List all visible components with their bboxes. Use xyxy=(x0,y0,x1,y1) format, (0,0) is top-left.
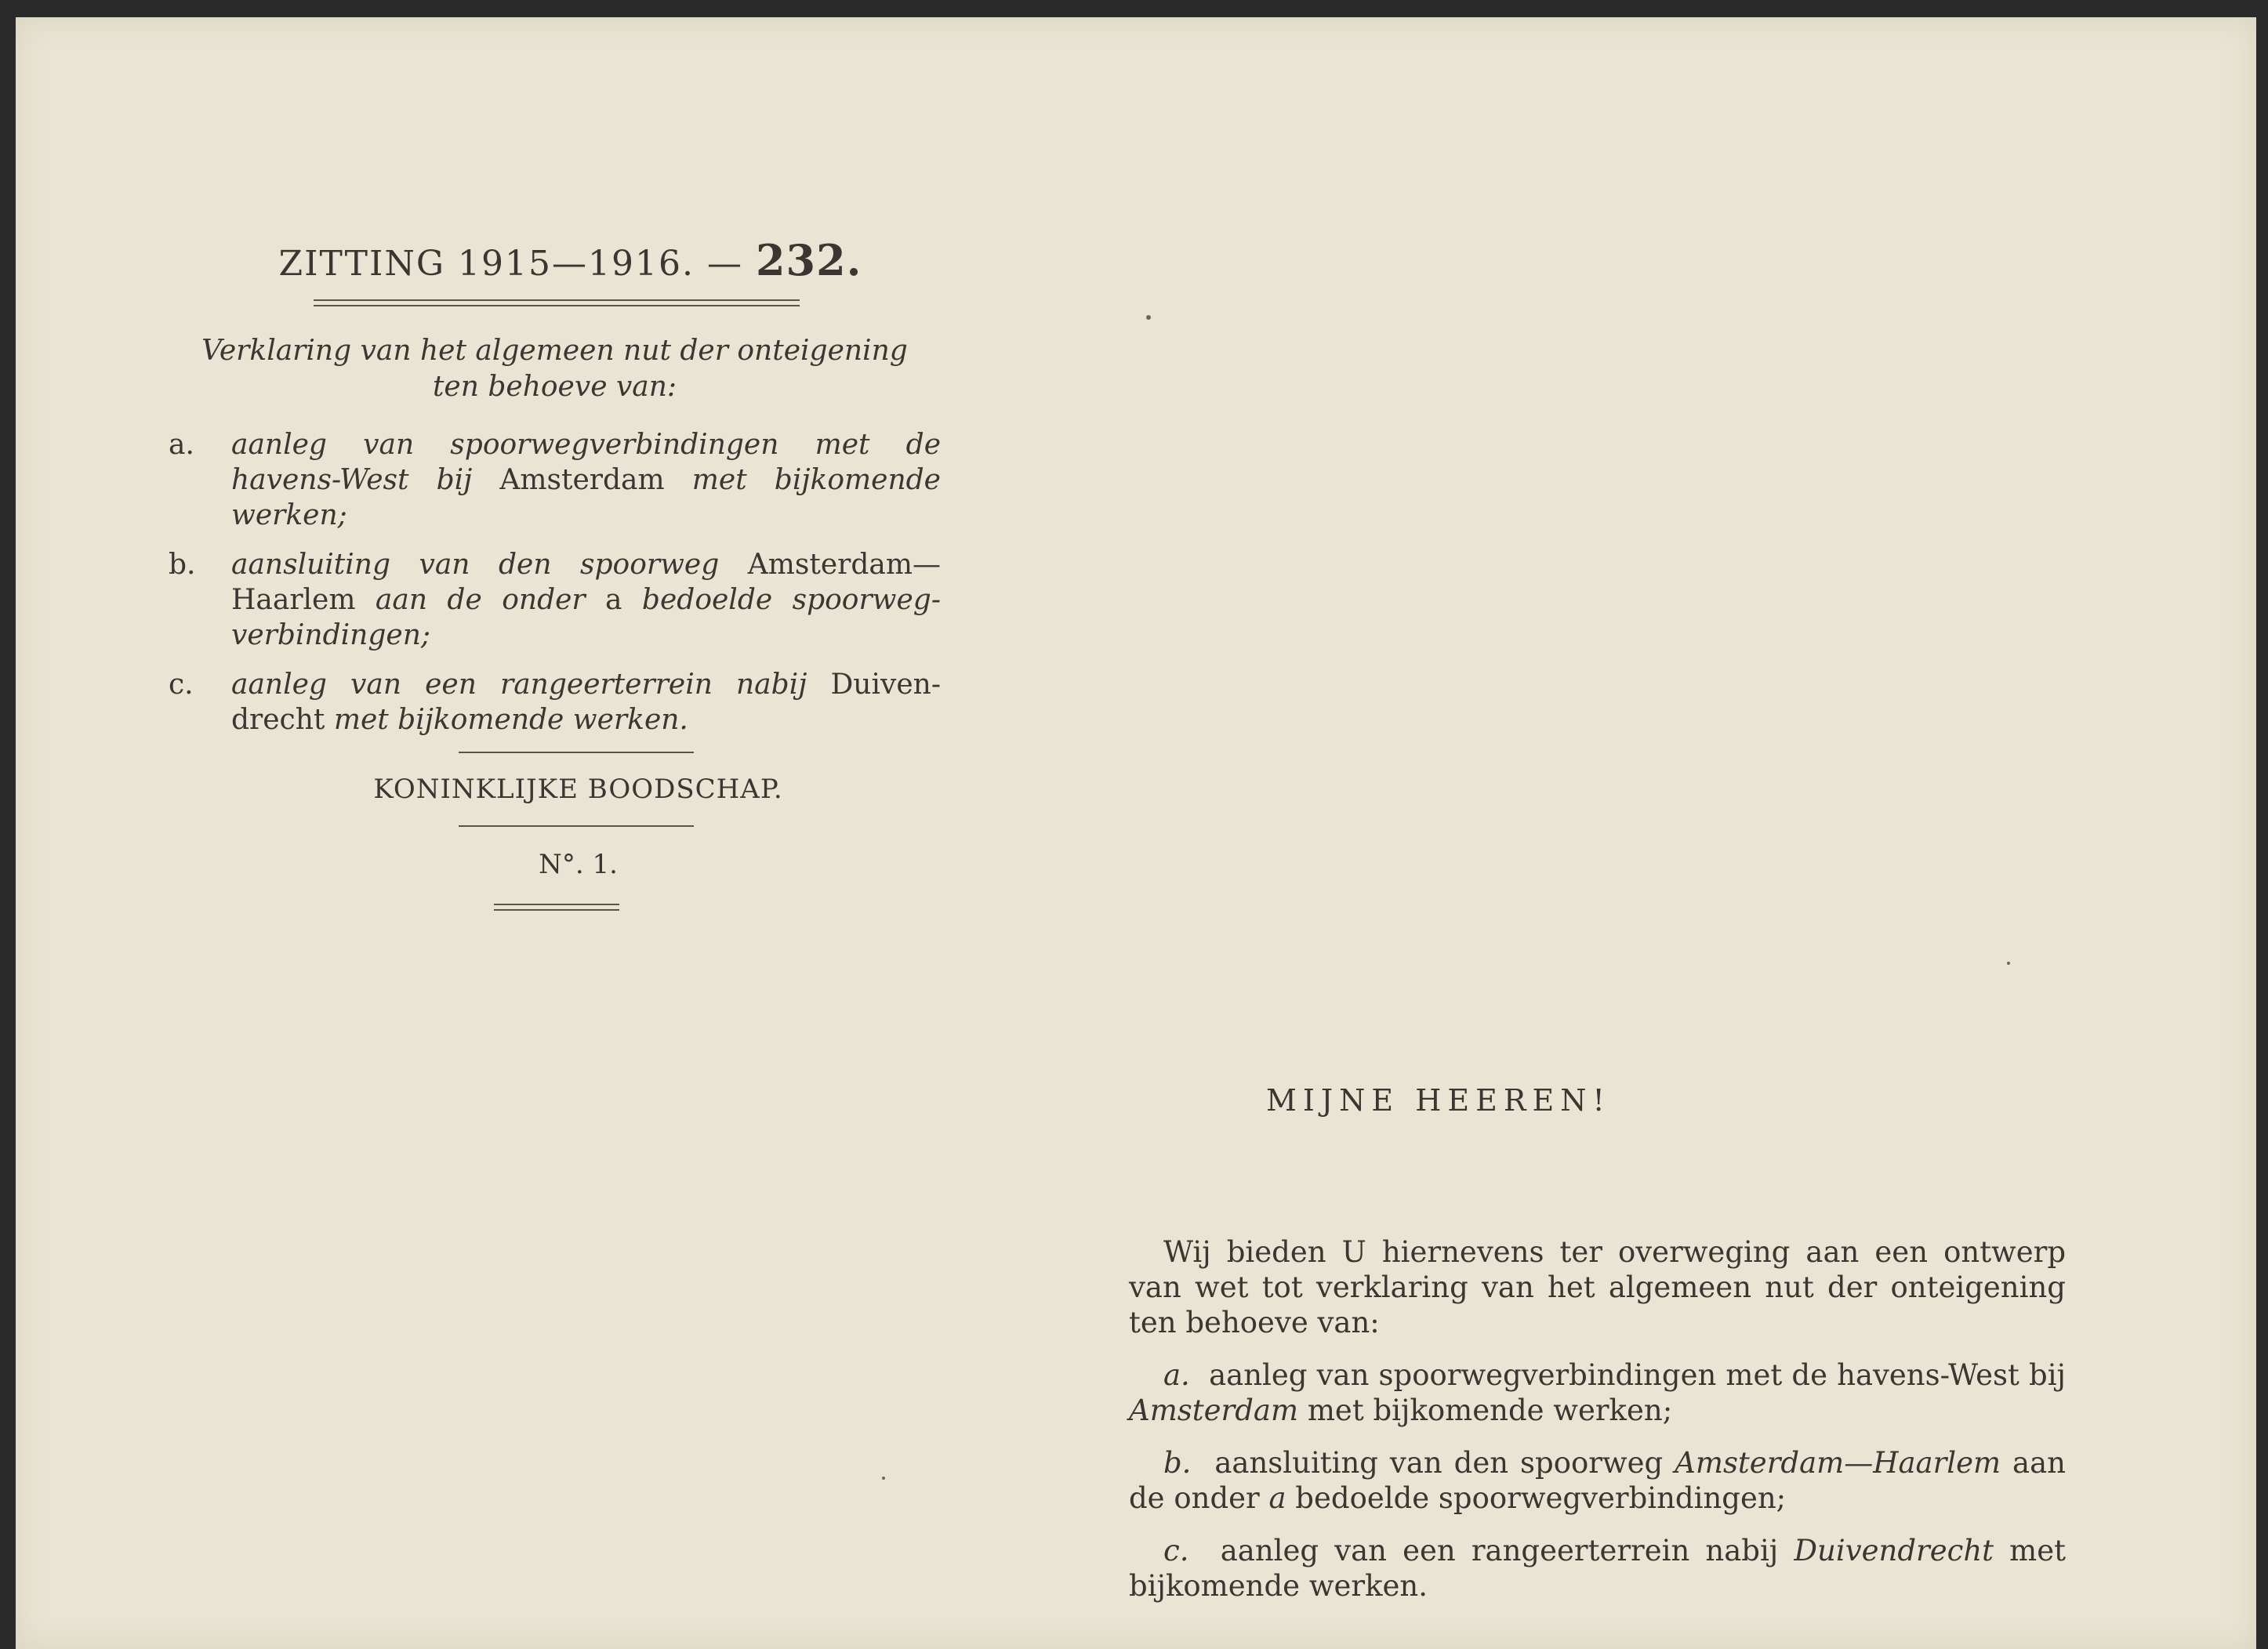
intro-paragraph: Wij bieden U hiernevens ter overweging aan een ontwerp van wet tot verklaring van het algemeen nut der onteigening ten behoeve van: xyxy=(1129,1235,2066,1339)
item-text: aansluiting van den spoorweg Amsterdam— Haarlem aan de onder a bedoelde spoorweg-verbindingen; xyxy=(231,549,941,651)
body-item-a: a. aanleg van spoorwegverbindingen met de havens-West bij Amsterdam met bijkomende werken; xyxy=(1129,1358,2066,1427)
message-body xyxy=(1129,1234,2066,1621)
salutation: MIJNE HEEREN! xyxy=(1266,1083,1611,1118)
double-rule xyxy=(494,904,619,911)
separator-rule xyxy=(459,752,694,753)
title-block xyxy=(169,235,941,911)
body-item-b: b. aansluiting van den spoorweg Amsterdam—Haarlem aan de onder a bedoelde spoorwegverbindingen; xyxy=(1129,1446,2066,1515)
item-label: a. xyxy=(169,429,194,461)
paper-speck xyxy=(1146,315,1151,320)
paper-speck xyxy=(882,1477,885,1480)
session-label: ZITTING 1915—1916. — xyxy=(278,244,743,284)
subject-line-2: ten behoeve van: xyxy=(432,371,677,403)
message-type: KONINKLIJKE BOODSCHAP. xyxy=(373,774,783,805)
item-text: aanleg van een rangeerterrein nabij Duiven-drecht met bijkomende werken. xyxy=(231,669,941,736)
separator-rule xyxy=(459,825,694,827)
paper-speck xyxy=(2007,962,2010,965)
subject-line-1: Verklaring van het algemeen nut der onteigening xyxy=(201,335,908,367)
item-label: c. xyxy=(169,669,194,701)
session-header xyxy=(200,235,941,285)
document-number: 232. xyxy=(755,235,862,285)
subject-item-c xyxy=(169,667,941,738)
subject-heading xyxy=(169,333,941,405)
item-text: aanleg van spoorwegverbindingen met de havens-West bij Amsterdam met bijkomende werken; xyxy=(231,429,941,531)
message-number: N°. 1. xyxy=(539,849,618,880)
double-rule xyxy=(314,299,800,306)
subject-item-b xyxy=(169,547,941,653)
item-label: b. xyxy=(169,549,196,581)
subject-items xyxy=(169,427,941,738)
subject-item-a xyxy=(169,427,941,533)
body-item-c: c. aanleg van een rangeerterrein nabij Duivendrecht met bijkomende werken. xyxy=(1129,1534,2066,1603)
